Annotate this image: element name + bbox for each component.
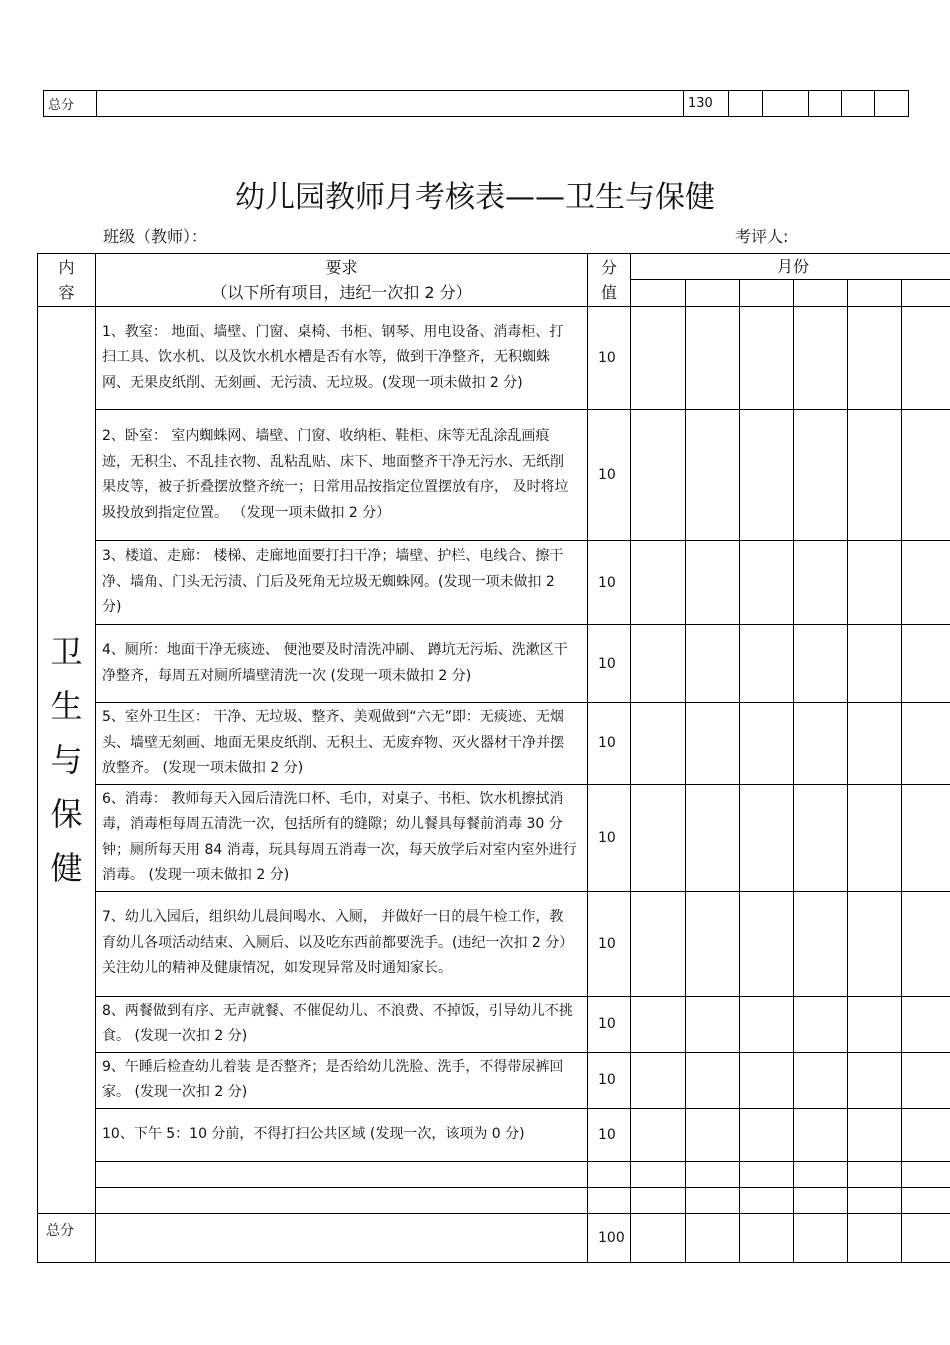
requirement-cell: 1、教室： 地面、墙壁、门窗、桌椅、书柜、钢琴、用电设备、消毒柜、打扫工具、饮水机、以及饮水机水槽是否有水等，做到干净整齐，无积蜘蛛网、无果皮纸削、无刻画、无污渍、无垃圾。(发现一项未做扣 2 分) xyxy=(96,307,588,410)
month-score-cell xyxy=(631,784,686,891)
requirement-header: 要求 （以下所有项目，违纪一次扣 2 分） xyxy=(96,254,588,307)
month-score-cell xyxy=(631,1052,686,1108)
month-score-cell xyxy=(902,891,950,996)
score-header: 分 值 xyxy=(588,254,631,307)
table-row xyxy=(38,1161,950,1187)
month-score-cell xyxy=(902,307,950,410)
month-score-cell xyxy=(794,1213,848,1262)
top-month-cell xyxy=(729,91,763,117)
month-score-cell xyxy=(794,703,848,785)
month-score-cell xyxy=(848,996,902,1052)
month-score-cell xyxy=(631,996,686,1052)
category-cell xyxy=(38,307,96,1214)
requirement-cell: 2、卧室： 室内蜘蛛网、墙壁、门窗、收纳柜、鞋柜、床等无乱涂乱画痕迹，无积尘、不乱挂衣物、乱粘乱贴、床下、地面整齐干净无污水、无纸削果皮等，被子折叠摆放整齐统一；日常用品按指定位置摆放有序， 及时将垃圾投放到指定位置。 （发现一项未做扣 2 分） xyxy=(96,410,588,541)
month-score-cell xyxy=(740,1187,794,1213)
top-total-label: 总分 xyxy=(44,91,97,117)
month-score-cell xyxy=(902,625,950,703)
table-row xyxy=(38,410,950,541)
month-score-cell xyxy=(848,1213,902,1262)
month-col xyxy=(848,280,902,307)
month-score-cell xyxy=(686,625,740,703)
month-score-cell xyxy=(740,1213,794,1262)
month-score-cell xyxy=(902,410,950,541)
score-cell: 10 xyxy=(588,625,631,703)
month-score-cell xyxy=(631,625,686,703)
month-score-cell xyxy=(686,784,740,891)
month-col xyxy=(794,280,848,307)
month-score-cell xyxy=(794,1052,848,1108)
month-score-cell xyxy=(686,891,740,996)
month-score-cell xyxy=(631,1108,686,1161)
month-score-cell xyxy=(902,541,950,625)
month-score-cell xyxy=(794,784,848,891)
top-summary-table xyxy=(43,90,909,117)
top-summary-row xyxy=(44,91,909,117)
month-score-cell xyxy=(631,410,686,541)
month-score-cell xyxy=(848,307,902,410)
month-col xyxy=(740,280,794,307)
month-score-cell xyxy=(794,1161,848,1187)
total-row xyxy=(38,1213,950,1262)
month-score-cell xyxy=(740,891,794,996)
table-row xyxy=(38,1187,950,1213)
month-score-cell xyxy=(686,1108,740,1161)
requirement-cell: 3、楼道、走廊： 楼梯、走廊地面要打扫干净；墙壁、护栏、电线合、擦干净、墙角、门头无污渍、门后及死角无垃圾无蜘蛛网。(发现一项未做扣 2 分) xyxy=(96,541,588,625)
month-score-cell xyxy=(902,784,950,891)
month-score-cell xyxy=(902,996,950,1052)
month-score-cell xyxy=(686,541,740,625)
month-score-cell xyxy=(902,1108,950,1161)
score-cell: 10 xyxy=(588,1108,631,1161)
month-score-cell xyxy=(794,891,848,996)
month-score-cell xyxy=(848,703,902,785)
requirement-cell: 7、幼儿入园后，组织幼儿晨间喝水、入厕， 并做好一日的晨午检工作，教育幼儿各项活动结束、入厕后、以及吃东西前都要洗手。(违纪一次扣 2 分）关注幼儿的精神及健康情况，如发现异常及时通知家长。 xyxy=(96,891,588,996)
total-label: 总分 xyxy=(38,1213,96,1262)
month-score-cell xyxy=(794,996,848,1052)
month-score-cell xyxy=(902,1213,950,1262)
top-total-score: 130 xyxy=(684,91,729,117)
month-score-cell xyxy=(631,1187,686,1213)
month-header: 月份 xyxy=(631,254,950,280)
month-score-cell xyxy=(740,1161,794,1187)
table-row xyxy=(38,625,950,703)
table-row xyxy=(38,891,950,996)
month-score-cell xyxy=(686,996,740,1052)
top-total-blank xyxy=(97,91,684,117)
month-score-cell xyxy=(848,625,902,703)
score-cell: 10 xyxy=(588,996,631,1052)
month-score-cell xyxy=(631,1213,686,1262)
month-col xyxy=(686,280,740,307)
month-score-cell xyxy=(740,625,794,703)
month-score-cell xyxy=(686,410,740,541)
table-row xyxy=(38,1052,950,1108)
total-blank xyxy=(96,1213,588,1262)
month-score-cell xyxy=(794,410,848,541)
score-cell xyxy=(588,1161,631,1187)
month-score-cell xyxy=(794,1187,848,1213)
month-score-cell xyxy=(902,1052,950,1108)
month-score-cell xyxy=(740,541,794,625)
month-col xyxy=(631,280,686,307)
month-score-cell xyxy=(794,625,848,703)
category-char: 保 xyxy=(50,794,83,833)
score-cell: 10 xyxy=(588,784,631,891)
month-score-cell xyxy=(686,703,740,785)
requirement-cell: 6、消毒： 教师每天入园后清洗口杯、毛巾，对桌子、书柜、饮水机擦拭消毒，消毒柜每周五清洗一次，包括所有的缝隙；幼儿餐具每餐前消毒 30 分钟；厕所每天用 84 消毒，玩具每周五消毒一次，每天放学后对室内室外进行消毒。 (发现一项未做扣 2 分) xyxy=(96,784,588,891)
top-month-cell xyxy=(875,91,909,117)
top-month-cell xyxy=(842,91,875,117)
month-score-cell xyxy=(794,541,848,625)
table-row xyxy=(38,996,950,1052)
total-score: 100 xyxy=(588,1213,631,1262)
month-score-cell xyxy=(631,703,686,785)
month-score-cell xyxy=(902,703,950,785)
top-month-cell xyxy=(763,91,809,117)
requirement-cell xyxy=(96,1161,588,1187)
month-score-cell xyxy=(631,891,686,996)
table-row xyxy=(38,703,950,785)
month-score-cell xyxy=(686,307,740,410)
month-score-cell xyxy=(740,996,794,1052)
table-row xyxy=(38,307,950,410)
month-score-cell xyxy=(740,1052,794,1108)
month-score-cell xyxy=(740,1108,794,1161)
requirement-cell: 5、室外卫生区： 干净、无垃圾、整齐、美观做到“六无”即：无痰迹、无烟头、墙壁无刻画、地面无果皮纸削、无积土、无废弃物、灭火器材干净并摆放整齐。 (发现一项未做扣 2 分) xyxy=(96,703,588,785)
category-char: 与 xyxy=(50,740,83,779)
month-score-cell xyxy=(686,1213,740,1262)
score-cell: 10 xyxy=(588,410,631,541)
month-score-cell xyxy=(686,1187,740,1213)
month-score-cell xyxy=(686,1052,740,1108)
month-score-cell xyxy=(848,1052,902,1108)
month-score-cell xyxy=(848,410,902,541)
month-score-cell xyxy=(740,784,794,891)
month-score-cell xyxy=(848,1187,902,1213)
table-row xyxy=(38,541,950,625)
month-score-cell xyxy=(740,410,794,541)
month-score-cell xyxy=(631,1161,686,1187)
month-score-cell xyxy=(848,1161,902,1187)
score-cell: 10 xyxy=(588,1052,631,1108)
score-cell: 10 xyxy=(588,307,631,410)
month-score-cell xyxy=(631,541,686,625)
month-col xyxy=(902,280,950,307)
month-score-cell xyxy=(902,1187,950,1213)
page-title: 幼儿园教师月考核表——卫生与保健 xyxy=(235,180,715,215)
score-cell: 10 xyxy=(588,891,631,996)
requirement-cell: 10、下午 5：10 分前，不得打扫公共区域 (发现一次，该项为 0 分) xyxy=(96,1108,588,1161)
requirement-cell: 9、午睡后检查幼儿着装 是否整齐；是否给幼儿洗脸、洗手，不得带尿裤回家。 (发现一次扣 2 分) xyxy=(96,1052,588,1108)
month-score-cell xyxy=(848,784,902,891)
month-score-cell xyxy=(848,541,902,625)
month-score-cell xyxy=(848,1108,902,1161)
requirement-cell: 8、两餐做到有序、无声就餐、不催促幼儿、不浪费、不掉饭，引导幼儿不挑食。 (发现一次扣 2 分) xyxy=(96,996,588,1052)
content-header: 内 容 xyxy=(38,254,96,307)
table-row xyxy=(38,784,950,891)
month-score-cell xyxy=(686,1161,740,1187)
category-char: 生 xyxy=(50,686,83,725)
category-char: 健 xyxy=(50,848,83,887)
month-score-cell xyxy=(740,307,794,410)
category-char: 卫 xyxy=(50,632,83,671)
requirement-cell xyxy=(96,1187,588,1213)
score-cell: 10 xyxy=(588,541,631,625)
header-row-1 xyxy=(38,254,950,280)
class-teacher-label: 班级（教师）： xyxy=(103,227,208,246)
top-month-cell xyxy=(809,91,842,117)
month-score-cell xyxy=(740,703,794,785)
month-score-cell xyxy=(794,307,848,410)
month-score-cell xyxy=(848,891,902,996)
rater-label: 考评人: xyxy=(735,227,789,246)
month-score-cell xyxy=(794,1108,848,1161)
table-row xyxy=(38,1108,950,1161)
score-cell: 10 xyxy=(588,703,631,785)
requirement-cell: 4、厕所：地面干净无痰迹、 便池要及时清洗冲刷、 蹲坑无污垢、洗漱区干净整齐，每周五对厕所墙壁清洗一次 (发现一项未做扣 2 分) xyxy=(96,625,588,703)
month-score-cell xyxy=(631,307,686,410)
assessment-table xyxy=(37,253,950,1263)
score-cell xyxy=(588,1187,631,1213)
month-score-cell xyxy=(902,1161,950,1187)
